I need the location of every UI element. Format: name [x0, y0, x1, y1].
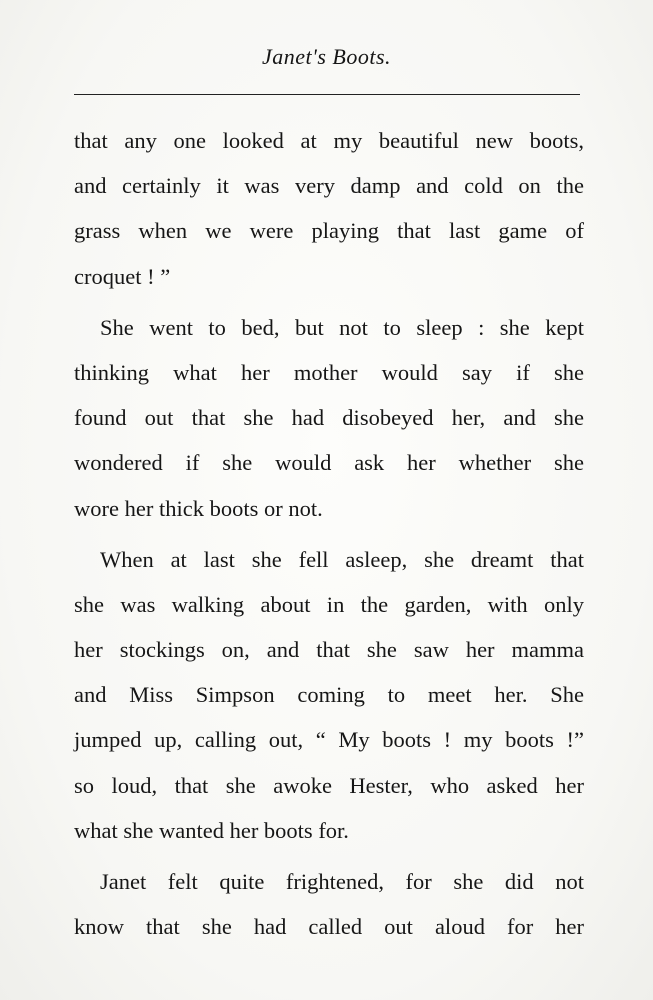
text-line: Janet felt quite frightened, for she did not — [100, 869, 584, 894]
text-line: what she wanted her boots for. — [74, 817, 349, 843]
text-line: jumped up, calling out, “ My boots ! my boots !” — [74, 727, 584, 753]
text-line: grass when we were playing that last game of — [74, 218, 584, 244]
text-line: When at last she fell asleep, she dreamt that — [100, 546, 584, 572]
header-rule — [74, 94, 580, 95]
running-header: Janet's Boots. — [261, 44, 392, 69]
text-line: She went to bed, but not to sleep : she kept — [100, 314, 584, 340]
text-line: croquet ! ” — [74, 263, 171, 289]
text-line: and Miss Simpson coming to meet her. She — [74, 682, 584, 708]
text-line: found out that she had disobeyed her, and she — [74, 405, 584, 431]
text-line: her stockings on, and that she saw her mamma — [74, 637, 584, 663]
text-line: know that she had called out aloud for her — [74, 914, 584, 940]
body-text — [74, 118, 584, 949]
text-line: and certainly it was very damp and cold on the — [74, 173, 584, 199]
text-line: wondered if she would ask her whether she — [74, 450, 584, 476]
text-line: that any one looked at my beautiful new boots, — [74, 128, 584, 153]
text-line: she was walking about in the garden, with only — [74, 591, 584, 617]
text-line: thinking what her mother would say if she — [74, 359, 584, 385]
text-line: so loud, that she awoke Hester, who asked her — [74, 772, 584, 798]
text-line: wore her thick boots or not. — [74, 495, 323, 521]
